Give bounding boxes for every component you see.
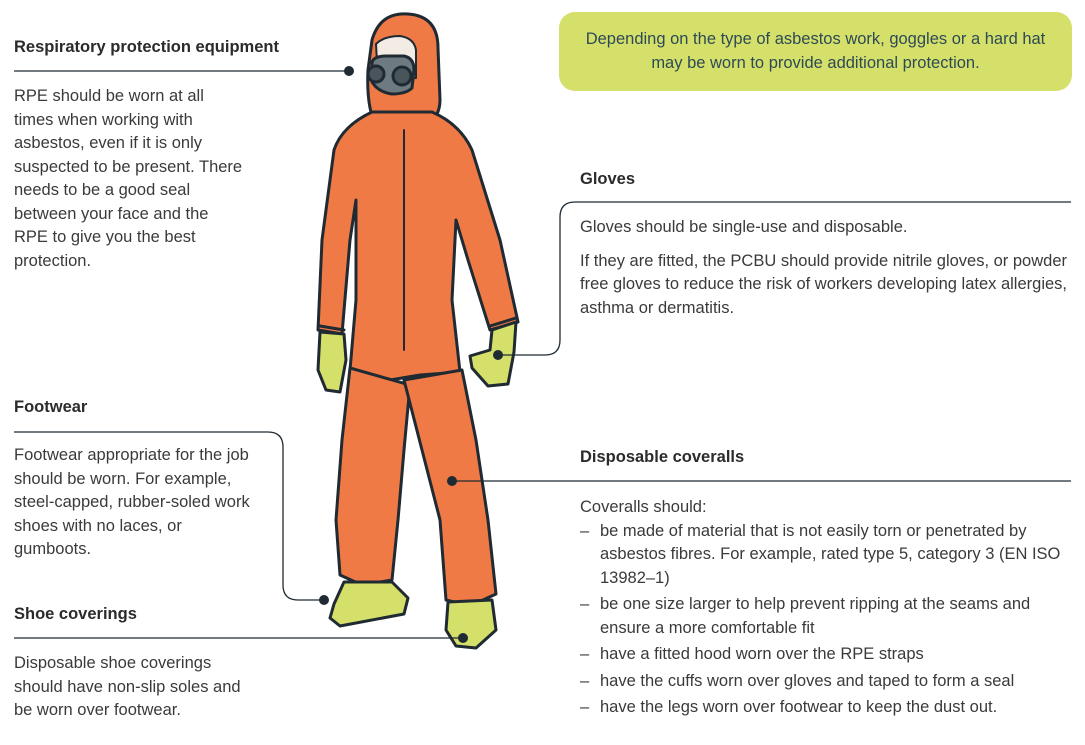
right-glove (470, 322, 516, 386)
gloves-para-1: Gloves should be single-use and disposable. (580, 218, 908, 236)
shoe-coverings-body: Disposable shoe coverings should have non-slip soles and be worn over footwear. (14, 654, 241, 719)
gloves-para-2: If they are fitted, the PCBU should provide nitrile gloves, or powder free gloves to reduce the risk of workers developing latex allergies, asthma or dermatitis. (580, 251, 1067, 317)
footwear-body: Footwear appropriate for the job should be worn. For example, steel-capped, rubber-soled work shoes with no laces, or gumboots. (14, 446, 250, 558)
coveralls-intro: Coveralls should: (580, 498, 707, 516)
coveralls-item: – be made of material that is not easily torn or penetrated by asbestos fibres. For example, rated type 5, category 3 (EN ISO 13982–1) (580, 520, 1075, 591)
coveralls-list (580, 520, 1075, 720)
coveralls-body (580, 496, 1075, 723)
additional-protection-note: Depending on the type of asbestos work, goggles or a hard hat may be worn to provide additional protection. (559, 12, 1072, 91)
coveralls-item: – have the cuffs worn over gloves and taped to form a seal (580, 670, 1075, 694)
shoe-coverings-leader-dot (458, 633, 468, 643)
coverall-left-leg (336, 368, 410, 585)
gloves-body (580, 216, 1070, 320)
right-shoe-cover (446, 600, 496, 648)
coveralls-item: – have a fitted hood worn over the RPE straps (580, 643, 1075, 667)
coveralls-item: – have the legs worn over footwear to keep the dust out. (580, 696, 1075, 720)
rpe-body: RPE should be worn at all times when working with asbestos, even if it is only suspected to be present. There needs to be a good seal between your face and the RPE to give you the best protection. (14, 87, 243, 270)
footwear-leader-dot (319, 595, 329, 605)
coverall-right-leg (404, 370, 496, 606)
coveralls-leader-dot (447, 476, 457, 486)
rpe-leader-dot (344, 66, 354, 76)
gloves-leader-dot (493, 350, 503, 360)
gloves-heading: Gloves (580, 170, 636, 188)
coverall-torso (318, 112, 518, 380)
left-shoe-cover (330, 582, 408, 626)
coveralls-heading: Disposable coveralls (580, 448, 745, 466)
coveralls-item: – be one size larger to help prevent ripping at the seams and ensure a more comfortable fit (580, 593, 1075, 640)
left-glove (318, 332, 346, 392)
footwear-heading: Footwear (14, 398, 88, 416)
rpe-heading: Respiratory protection equipment (14, 38, 279, 56)
shoe-coverings-heading: Shoe coverings (14, 605, 137, 623)
